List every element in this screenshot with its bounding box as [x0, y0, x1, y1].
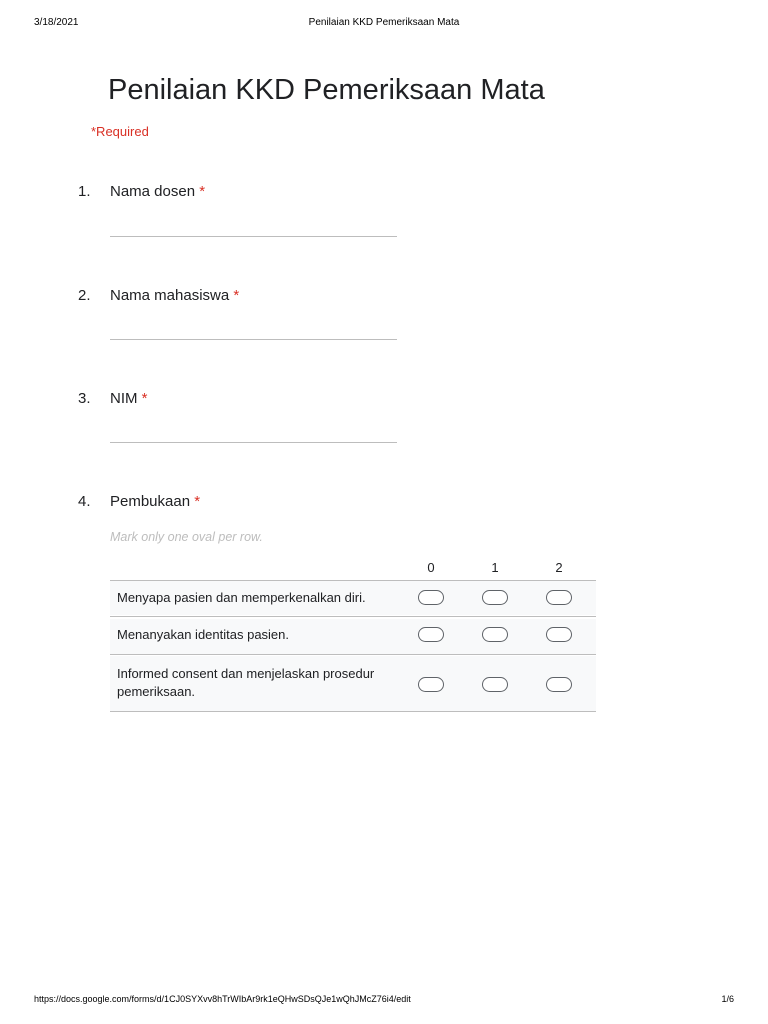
- grid-header: [110, 556, 596, 581]
- page-number: 1/6: [721, 994, 734, 1004]
- pembukaan-grid: [110, 556, 596, 712]
- question-number: 4.: [78, 493, 91, 510]
- radio-oval-row2-col0[interactable]: [418, 627, 444, 642]
- print-header: [34, 17, 734, 31]
- required-star: *: [194, 493, 201, 510]
- row-label: Informed consent dan menjelaskan prosedur pemeriksaan.: [117, 666, 375, 699]
- nama-mahasiswa-input[interactable]: [110, 339, 397, 340]
- grid-row: [110, 656, 596, 712]
- radio-oval-row3-col0[interactable]: [418, 677, 444, 692]
- grid-row: [110, 618, 596, 655]
- question-label: Nama dosen *: [110, 183, 206, 200]
- required-star: *: [199, 183, 206, 200]
- radio-oval-row2-col2[interactable]: [546, 627, 572, 642]
- radio-oval-row2-col1[interactable]: [482, 627, 508, 642]
- print-footer: [34, 994, 734, 1008]
- question-label: Nama mahasiswa *: [110, 287, 240, 304]
- question-number: 1.: [78, 183, 91, 200]
- required-note: *Required: [91, 124, 149, 139]
- radio-oval-row1-col1[interactable]: [482, 590, 508, 605]
- question-number: 2.: [78, 287, 91, 304]
- column-label-2: 2: [555, 560, 563, 575]
- radio-oval-row3-col1[interactable]: [482, 677, 508, 692]
- question-label: Pembukaan *: [110, 493, 201, 510]
- print-title: Penilaian KKD Pemeriksaan Mata: [308, 17, 460, 28]
- nim-input[interactable]: [110, 442, 397, 443]
- grid-row: [110, 581, 596, 616]
- required-star: *: [141, 390, 148, 407]
- radio-oval-row1-col0[interactable]: [418, 590, 444, 605]
- radio-oval-row1-col2[interactable]: [546, 590, 572, 605]
- column-label-1: 1: [491, 560, 499, 575]
- question-number: 3.: [78, 390, 91, 407]
- print-date: 3/18/2021: [34, 17, 79, 28]
- row-label: Menanyakan identitas pasien.: [117, 627, 290, 642]
- form-title: Penilaian KKD Pemeriksaan Mata: [108, 74, 545, 106]
- row-label: Menyapa pasien dan memperkenalkan diri.: [117, 590, 366, 605]
- nama-dosen-input[interactable]: [110, 236, 397, 237]
- question-label: NIM *: [110, 390, 148, 407]
- required-star: *: [233, 287, 240, 304]
- print-url: https://docs.google.com/forms/d/1CJ0SYXvv8hTrWIbAr9rk1eQHwSDsQJe1wQhJMcZ76i4/edit: [34, 994, 411, 1004]
- column-label-0: 0: [427, 560, 435, 575]
- radio-oval-row3-col2[interactable]: [546, 677, 572, 692]
- question-hint: Mark only one oval per row.: [110, 530, 263, 544]
